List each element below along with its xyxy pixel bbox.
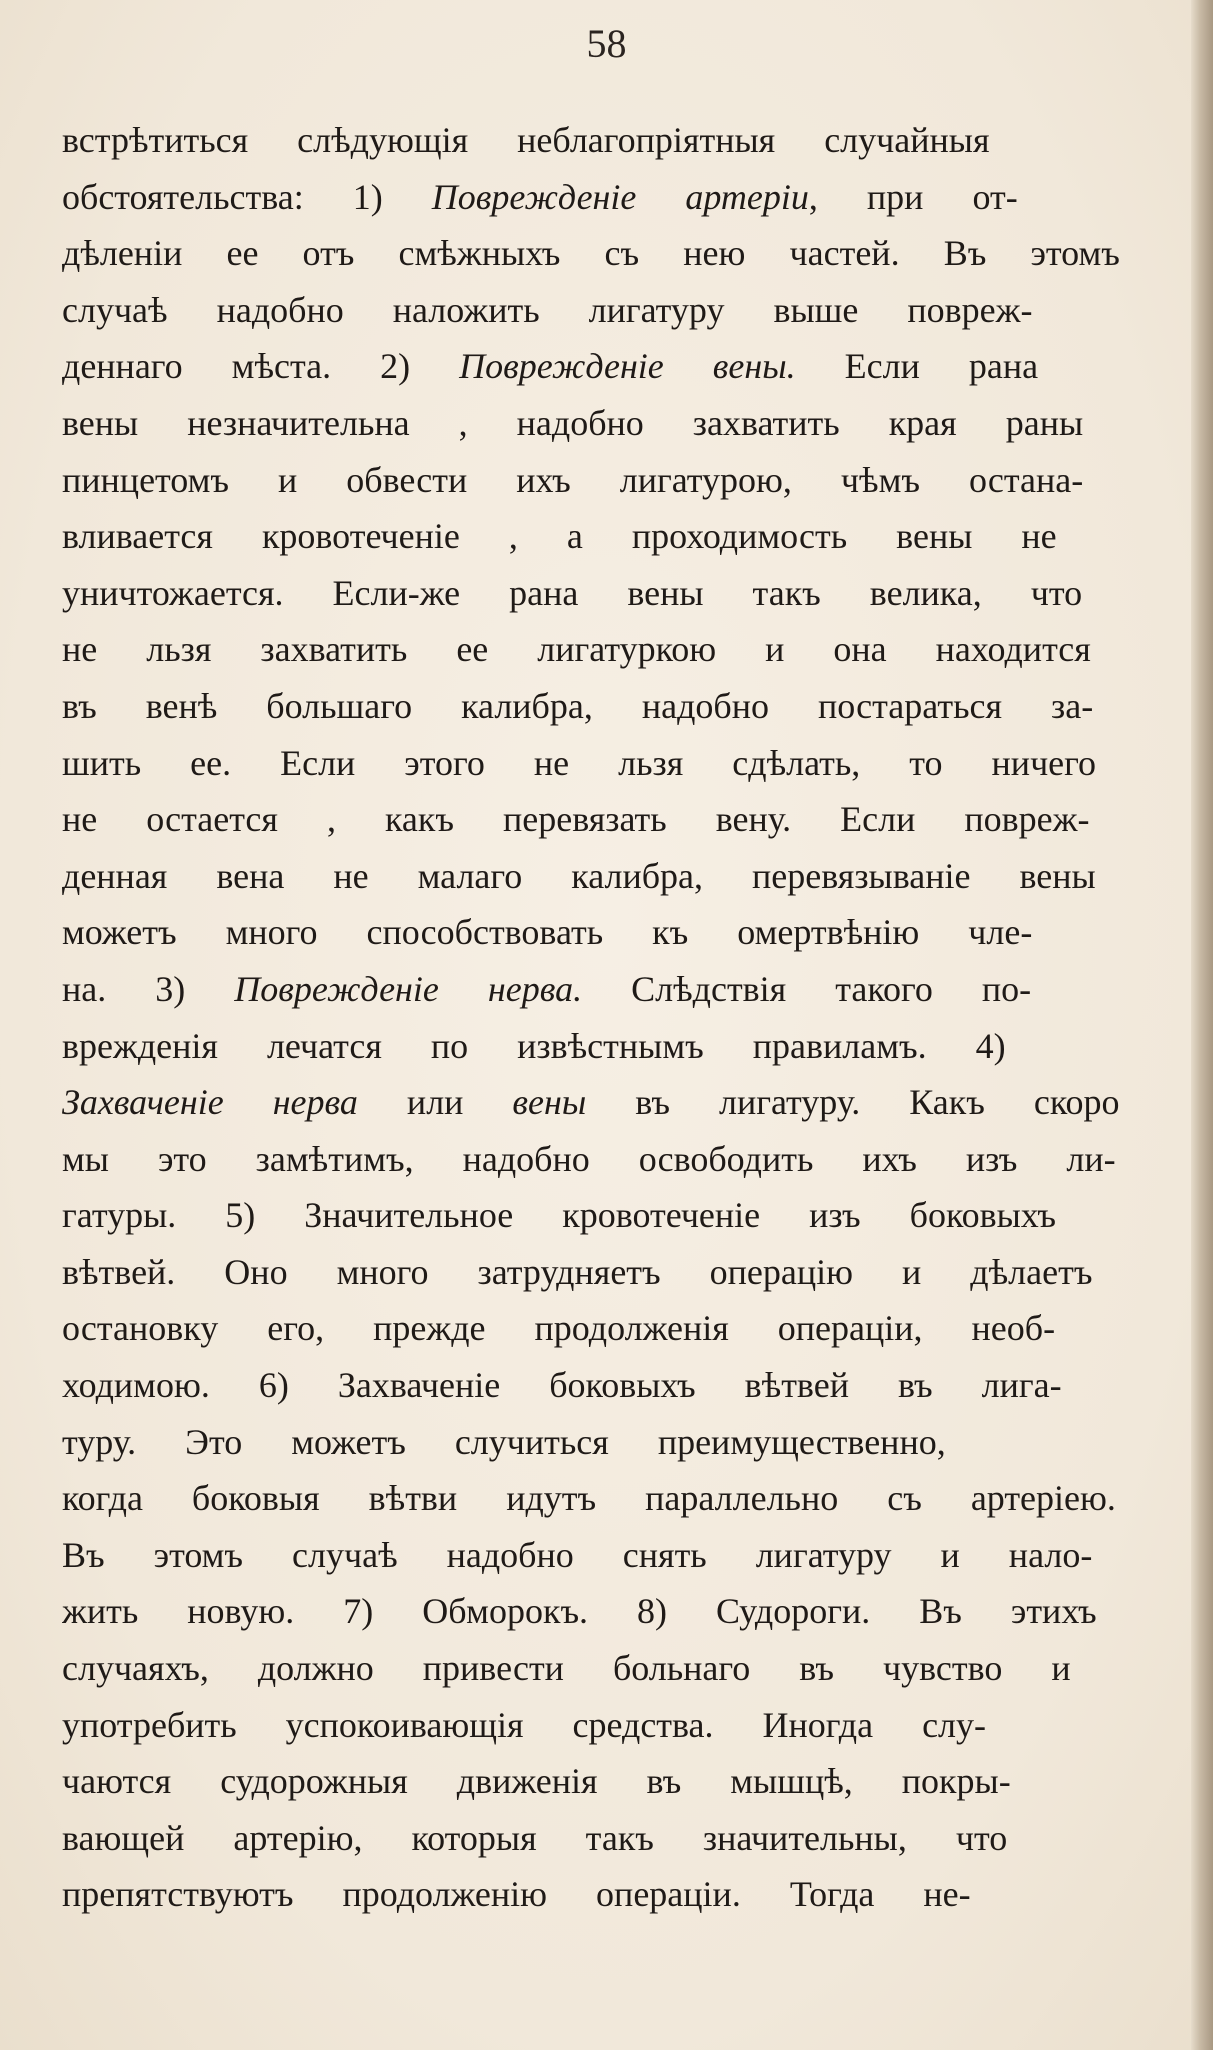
text-segment: вающей артерію, которыя такъ значительны, что — [62, 1817, 1008, 1858]
text-segment: уничтожается. Если-же рана вены такъ велика, что — [62, 572, 1083, 613]
text-line — [62, 452, 1120, 509]
text-line — [62, 1640, 1120, 1697]
text-segment: встрѣтиться слѣдующія неблагопріятныя случайныя — [62, 120, 990, 160]
text-segment: пинцетомъ и обвести ихъ лигатурою, чѣмъ остана- — [62, 459, 1084, 500]
text-segment: Слѣдствія такого по- — [582, 968, 1032, 1009]
text-segment: вливается кровотеченіе , а проходимость вены не — [62, 516, 1057, 557]
text-segment: случаяхъ, должно привести больнаго въ чувство и — [62, 1648, 1071, 1689]
text-segment: Въ этомъ случаѣ надобно снять лигатуру и нало- — [62, 1534, 1093, 1575]
text-segment: не льзя захватить ее лигатуркою и она находится — [62, 629, 1091, 670]
text-line — [62, 565, 1120, 622]
text-line — [62, 1866, 1120, 1923]
text-line — [62, 225, 1120, 282]
text-segment: обстоятельства: 1) — [62, 176, 432, 217]
text-line — [62, 621, 1120, 678]
text-line — [62, 1810, 1120, 1867]
text-line — [62, 1357, 1120, 1414]
text-segment: препятствуютъ продолженію операціи. Тогда не- — [62, 1874, 971, 1915]
italic-segment: Поврежденіе нерва. — [234, 968, 583, 1009]
text-line — [62, 338, 1120, 395]
body-text — [62, 112, 1120, 1923]
text-segment: чаются судорожныя движенія въ мышцѣ, покры- — [62, 1761, 1011, 1802]
text-line — [62, 848, 1120, 905]
text-line — [62, 1414, 1120, 1471]
text-segment: гатуры. 5) Значительное кровотеченіе изъ боковыхъ — [62, 1195, 1057, 1236]
text-segment: шить ее. Если этого не льзя сдѣлать, то ничего — [62, 742, 1097, 783]
text-line — [62, 112, 1120, 169]
text-segment: врежденія лечатся по извѣстнымъ правиламъ. 4) — [62, 1025, 1006, 1066]
page-number: 58 — [586, 21, 627, 66]
text-line — [62, 961, 1120, 1018]
text-line — [62, 1131, 1120, 1188]
text-line — [62, 791, 1120, 848]
text-line — [62, 1583, 1120, 1640]
text-line — [62, 1470, 1120, 1527]
text-line — [62, 1018, 1120, 1075]
text-line — [62, 282, 1120, 339]
text-segment: или — [357, 1082, 513, 1123]
text-segment: остановку его, прежде продолженія операціи, необ- — [62, 1308, 1056, 1349]
text-segment: Если рана — [795, 346, 1039, 387]
text-line — [62, 508, 1120, 565]
text-segment: деннаго мѣста. 2) — [62, 346, 460, 387]
text-line — [62, 1527, 1120, 1584]
text-segment: вѣтвей. Оно много затрудняетъ операцію и дѣлаетъ — [62, 1251, 1093, 1292]
text-segment: въ венѣ большаго калибра, надобно постараться за- — [62, 685, 1094, 726]
text-segment: денная вена не малаго калибра, перевязываніе вены — [62, 855, 1096, 896]
text-segment: случаѣ надобно наложить лигатуру выше повреж- — [62, 289, 1033, 330]
text-segment: употребить успокоивающія средства. Иногда слу- — [62, 1704, 986, 1745]
text-segment: можетъ много способствовать къ омертвѣнію чле- — [62, 912, 1033, 953]
text-line — [62, 678, 1120, 735]
text-line — [62, 1187, 1120, 1244]
italic-segment: Поврежденіе вены. — [459, 346, 796, 387]
text-segment: когда боковыя вѣтви идутъ параллельно съ артеріею. — [62, 1478, 1116, 1519]
text-line — [62, 1300, 1120, 1357]
text-segment: на. 3) — [62, 968, 235, 1009]
text-line — [62, 169, 1120, 226]
text-line — [62, 1697, 1120, 1754]
text-segment: въ лигатуру. Какъ скоро — [586, 1082, 1120, 1123]
text-segment: дѣленіи ее отъ смѣжныхъ съ нею частей. Въ этомъ — [62, 233, 1120, 274]
text-segment: не остается , какъ перевязать вену. Если повреж- — [62, 799, 1090, 840]
text-line — [62, 1244, 1120, 1301]
text-segment: ходимою. 6) Захваченіе боковыхъ вѣтвей въ лига- — [62, 1365, 1062, 1406]
page-edge-shadow — [1191, 0, 1213, 2050]
text-line — [62, 904, 1120, 961]
text-line — [62, 735, 1120, 792]
italic-segment: Поврежденіе артеріи — [431, 176, 809, 217]
text-segment: жить новую. 7) Обморокъ. 8) Судороги. Въ этихъ — [62, 1591, 1097, 1632]
text-segment: , при от- — [808, 176, 1018, 217]
text-segment: вены незначительна , надобно захватить края раны — [62, 402, 1084, 443]
italic-segment: вены — [512, 1082, 587, 1123]
text-line — [62, 1753, 1120, 1810]
text-segment: мы это замѣтимъ, надобно освободить ихъ изъ ли- — [62, 1138, 1116, 1179]
text-line — [62, 1074, 1120, 1131]
italic-segment: Захваченіе нерва — [62, 1082, 358, 1123]
text-segment: туру. Это можетъ случиться преимущественно, — [62, 1421, 946, 1462]
text-line — [62, 395, 1120, 452]
